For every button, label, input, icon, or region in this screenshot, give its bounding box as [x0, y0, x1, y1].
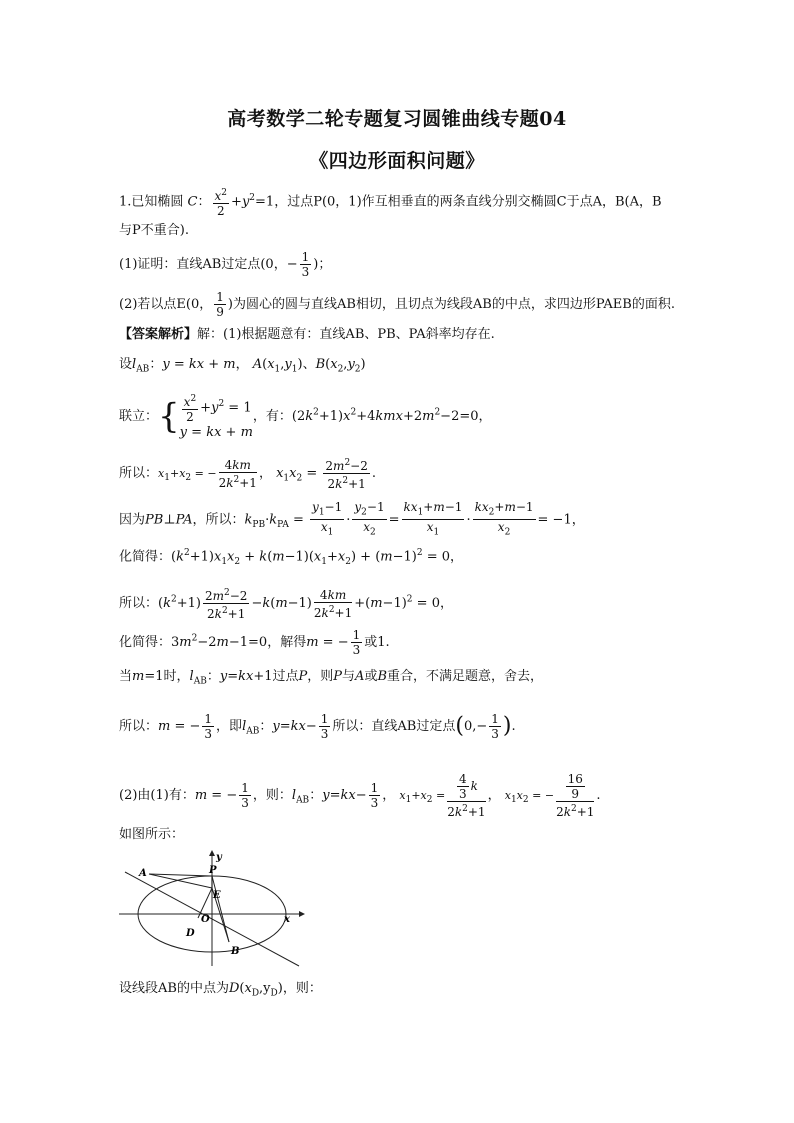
- solution-text: ，解得: [267, 635, 307, 650]
- solution-line-6: 化简得：$(k^2+1)x_1x_2 + k(m-1)(x_1+x_2) + (m-1)^2 = 0$，: [119, 548, 464, 567]
- solution-text: 化简得：: [119, 635, 172, 650]
- solution-text: 所以：: [119, 466, 159, 481]
- solution-text: ，有：: [252, 409, 292, 424]
- solution-text: 或1.: [364, 635, 390, 650]
- solution-text: (2)由(1)有：: [119, 788, 195, 803]
- solution-text: ，即: [216, 719, 243, 734]
- doc-title: 高考数学二轮专题复习圆锥曲线专题04: [227, 108, 567, 130]
- solution-text: 联立：: [119, 409, 159, 424]
- solution-line-13: 设线段AB的中点为$D(x_D,y_D)$，则：: [119, 981, 322, 999]
- label-x: x: [284, 914, 290, 925]
- ellipse-diagram: [119, 848, 309, 968]
- solution-text: 当: [119, 669, 133, 684]
- question-text: )为圆心的圆与直线AB相切，且切点为线段AB的中点，求四边形PAEB的面积.: [227, 297, 675, 312]
- answer-header: 【答案解析】: [119, 327, 198, 342]
- solution-text: 解：(1)根据题意有：直线AB、PB、PA斜率均存在.: [197, 327, 495, 342]
- label-O: O: [201, 914, 210, 925]
- solution-text: ，则: [307, 669, 334, 684]
- question-text: (1)证明：直线AB过定点(0，: [119, 257, 287, 272]
- label-y: y: [216, 852, 222, 863]
- question-text: (2)若以点E(0，: [119, 297, 213, 312]
- label-A: A: [139, 868, 147, 879]
- solution-text: ，则：: [282, 981, 322, 996]
- solution-text: ，所以：: [192, 512, 245, 528]
- solution-line-7: 所以：$(k^2+1)$ $\frac{2m^2-2}{2k^2+1}$ −k(m−1) $\frac{4km}{2k^2+1}$ $+(m-1)^2 = 0$，: [119, 587, 453, 621]
- label-B: B: [231, 946, 240, 957]
- problem-text: 1.已知椭圆: [119, 194, 184, 210]
- label-E: E: [213, 890, 221, 901]
- solution-text: 因为: [119, 512, 146, 528]
- solution-line-1: [119, 326, 495, 344]
- solution-text: 所以：: [119, 719, 159, 734]
- question-text: )；: [313, 257, 332, 272]
- question-1: (1)证明：直线AB过定点(0，− $\frac{1}{3}$ )；: [119, 250, 332, 279]
- solution-line-12: 如图所示：: [119, 827, 185, 842]
- solution-text: 与: [342, 669, 356, 684]
- solution-line-9: 当m=1时，$l_{AB}$：y=kx+1过点P，则P与A或B重合，不满足题意，舍去，: [119, 669, 544, 687]
- solution-text: ，则：: [252, 788, 292, 803]
- problem-line-1: 1.已知椭圆 C： $\frac{x^2}{2}$ $+y^2=1$，过点P(0，1)作互相垂直的两条直线分别交椭圆C于点A，B(A，B: [119, 188, 662, 218]
- solution-line-10: 所以：m = − $\frac{1}{3}$ ，即$l_{AB}$：y=kx− $\frac{1}{3}$ 所以：直线AB过定点(0,− $\frac{1}{3}$ ).: [119, 712, 516, 741]
- label-P: P: [209, 865, 217, 876]
- solution-line-5: 因为PB⊥PA，所以：$k_{PB}\cdot k_{PA}$ = $\frac{y_1-1}{x_1}$ · $\frac{y_2-1}{x_2}$ = $\frac{kx_1+m-1}{x_1}$ · $\frac{kx_2+m-1}{x_2}$ = −1，: [119, 500, 585, 538]
- solution-line-4: 所以：$x_1+x_2$ = − $\frac{4km}{2k^2+1}$ ， $x_1x_2$ = $\frac{2m^2-2}{2k^2+1}$ .: [119, 457, 377, 491]
- problem-text: ，过点P(0，1)作互相垂直的两条直线分别交椭圆C于点A，B(A，B: [274, 194, 662, 210]
- solution-text: 过点: [272, 669, 299, 684]
- label-D: D: [186, 928, 195, 939]
- problem-line-2: 与P不重合).: [119, 223, 189, 238]
- solution-text: 重合，不满足题意，舍去，: [387, 669, 544, 684]
- solution-text: 所以：直线AB过定点: [332, 719, 456, 734]
- solution-text: 设: [119, 357, 133, 372]
- solution-line-2: 设$l_{AB}$：y = kx + m， $A(x_1,y_1)$、$B(x_2,y_2)$: [119, 357, 366, 375]
- solution-text: 设线段AB的中点为: [119, 981, 229, 996]
- solution-text: 或: [364, 669, 378, 684]
- solution-line-11: (2)由(1)有：m = − $\frac{1}{3}$ ，则：$l_{AB}$：y=kx− $\frac{1}{3}$ ， $x_1+x_2$ = $\frac{4}{3}$ k $2k^2+1$ ， $x_1x_2$ = − $\frac{\frac{16}{9}}{2k^2+1}$ .: [119, 772, 601, 819]
- solution-line-8: 化简得：$3m^2-2m-1=0$，解得m = − $\frac{1}{3}$ 或1.: [119, 628, 390, 657]
- solution-line-3: 联立：{ $\frac{x^2}{2}$ $+y^2 = 1$ y = kx + m，有：$(2k^2+1)x^2+4kmx+2m^2-2=0$，: [119, 394, 492, 440]
- question-2: (2)若以点E(0， $\frac{1}{9}$ )为圆心的圆与直线AB相切，且切点为线段AB的中点，求四边形PAEB的面积.: [119, 290, 675, 319]
- ellipse-figure: [119, 848, 309, 968]
- solution-text: 化简得：: [119, 549, 172, 565]
- doc-subtitle: 《四边形面积问题》: [309, 150, 485, 172]
- solution-text: 所以：: [119, 596, 159, 611]
- solution-text: 时，: [163, 669, 190, 684]
